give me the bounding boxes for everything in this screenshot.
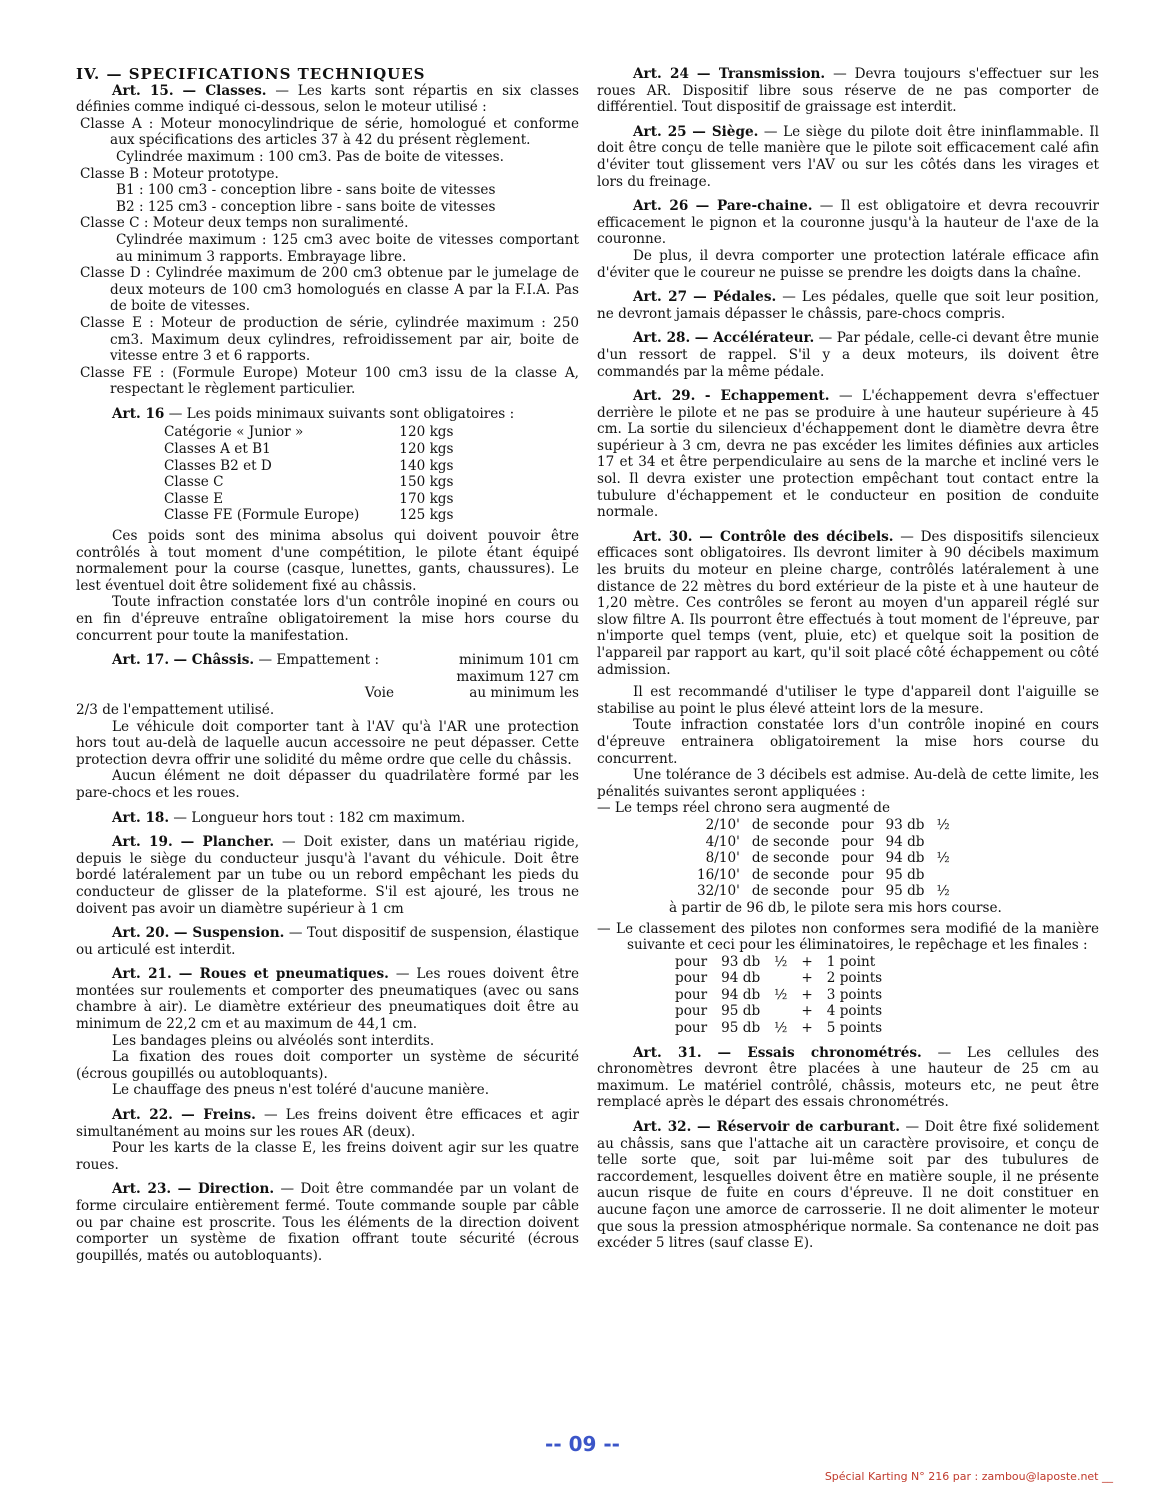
art27: Art. 27 — Pédales. — Les pédales, quelle que soit leur position, ne devront jamais dépasser le châssis, pare-chocs compris.: [597, 289, 1100, 322]
art22: Art. 22. — Freins. — Les freins doivent être efficaces et agir simultanément au moins sur les roues AR (deux).: [76, 1107, 579, 1140]
table-row: 2/10' de seconde pour 93 db ½: [705, 816, 950, 833]
art18: Art. 18. — Longueur hors tout : 182 cm maximum.: [112, 809, 466, 826]
art20: Art. 20. — Suspension. — Tout dispositif de suspension, élastique ou articulé est interdit.: [76, 925, 579, 958]
table-row: 16/10' de seconde pour 95 db: [697, 866, 925, 883]
class-b: Classe B : Moteur prototype.: [80, 165, 279, 182]
art19: Art. 19. — Plancher. — Doit exister, dans un matériau rigide, depuis le siège du conducteur jusqu'à l'avant du véhicule. Doit être bordé latéralement par un tube ou un rebord empêchant les pieds du conducteur de glisser de la plateforme. S'il est ajouré, les trous ne doivent pas avoir un diamètre supérieur à 1 cm: [76, 834, 580, 917]
art15-intro: Art. 15. — Classes. — Les karts sont répartis en six classes définies comme indiqué ci-dessous, selon le moteur utilisé :: [76, 82, 579, 116]
section-title: IV. — SPECIFICATIONS TECHNIQUES: [76, 65, 426, 83]
table-row: Classe FE (Formule Europe) 125 kgs: [164, 507, 454, 524]
page-number: -- 09 --: [545, 1432, 620, 1456]
table-row: pour 93 db ½ + 1 point: [675, 953, 876, 970]
art16-p2: Toute infraction constatée lors d'un contrôle inopiné en cours ou en fin d'épreuve entraîne obligatoirement la mise hors course du concurrent pour toute la manifestation.: [76, 594, 579, 644]
class-d: Classe D : Cylindrée maximum de 200 cm3 obtenue par le jumelage de deux moteurs de 100 cm3 homologués en classe A par la F.I.A. Pas de boite de vitesses.: [80, 265, 579, 315]
class-b1: B1 : 100 cm3 - conception libre - sans boite de vitesses: [116, 182, 496, 199]
art25: Art. 25 — Siège. — Le siège du pilote doit être ininflammable. Il doit être conçu de telle manière que le pilote soit efficacement calé afin d'éviter tout glissement vers l'AV ou sur les côtés dans les virages et lors du freinage.: [597, 123, 1100, 190]
table-row: 8/10' de seconde pour 94 db ½: [705, 850, 950, 867]
table-row: pour 94 db ½ + 3 points: [675, 986, 883, 1003]
left-column: IV. — SPECIFICATIONS TECHNIQUES Art. 15. — Classes. — Les karts sont répartis en six classes définies comme indiqué ci-dessous, selon le moteur utilisé : Classe A : Moteur monocylindrique de série, homologué et conforme aux spécifications des articles 37 à 42 du présent règlement. Cylindrée maximum : 100 cm3. Pas de boite de vitesses. Classe B : Moteur prototype. B1 : 100 cm3 - conception libre - sans boite de vitesses B2 : 125 cm3 - conception libre - sans boite de vitesses Classe C : Moteur deux temps non suralimenté. Cylindrée maximum : 125 cm3 avec boite de vitesses comportant au minimum 3 rapports. Embrayage libre. Classe D : Cylindrée maximum de 200 cm3 obtenue par le jumelage de deux moteurs de 100 cm3 homologués en classe A par la F.I.A. Pas de boite de vitesses. Classe E : Moteur de production de série, cylindrée maximum : 250 cm3. Maximum deux cylindres, refroidissement par air, boite de vitesse entre 3 et 6 rapports. Classe FE : (Formule Europe) Moteur 100 cm3 issu de la classe A, respectant le règlement particulier. Art. 16 — Les poids minimaux suivants sont obligatoires : Catégorie « Junior » 120 kgs Classes A et B1 120 kgs Classes B2 et D 140 kgs Classe C 150 kgs Classe E 170 kgs Classe FE (Formule Europe) 125 kgs Ces poids sont des minima absolus qui doivent pouvoir être contrôlés à tout moment d'une compétition, le pilote étant équipé normalement pour la course (casque, lunettes, gants, chaussures). Le lest éventuel doit être solidement fixé au châssis. Toute infraction constatée lors d'un contrôle inopiné en cours ou en fin d'épreuve entraîne obligatoirement la mise hors course du concurrent pour toute la manifestation. Art. 17. — Châssis. — Empattement : minimum 101 cm maximum 127 cm Voie au minimum les 2/3 de l'empattement utilisé. Le véhicule doit comporter tant à l'AV qu'à l'AR une protection hors tout au-delà de laquelle aucun accessoire ne peut dépasser. Cette protection devra offrir une solidité du même ordre que celle du châssis. Aucun élément ne doit dépasser du quadrilatère formé par les pare-chocs et les roues. Art. 18. — Longueur hors tout : 182 cm maximum. Art. 19. — Plancher. — Doit exister, dans un matériau rigide, depuis le siège du conducteur jusqu'à l'avant du véhicule. Doit être bordé latéralement par un tube ou un rebord empêchant les pieds du conducteur de glisser de la plateforme. S'il est ajouré, les trous ne doivent pas avoir un diamètre supérieur à 1 cm Art. 20. — Suspension. — Tout dispositif de suspension, élastique ou articulé est interdit. Art. 21. — Roues et pneumatiques. — Les roues doivent être montées sur roulements et comporter des pneumatiques (avec ou sans chambre à air). Le diamètre extérieur des pneumatiques doit être au minimum de 22,2 cm et au maximum de 44,1 cm. Les bandages pleins ou alvéolés sont interdits. La fixation des roues doit comporter un système de sécurité (écrous goupillés ou autobloquants). Le chauffage des pneus n'est toléré d'aucune manière. Art. 22. — Freins. — Les freins doivent être efficaces et agir simultanément au moins sur les roues AR (deux). Pour les karts de la classe E, les freins doivent agir sur les quatre roues. Art. 23. — Direction. — Doit être commandée par un volant de forme circulaire entièrement fermé. Toute commande souple par câble ou par chaine est proscrite. Tous les éléments de la direction doivent comporter un système de fixation offrant toute sécurité (écrous goupillés, matés ou autobloquants).: [76, 65, 580, 1264]
art17-chassis: Art. 17. — Châssis. — Empattement : minimum 101 cm maximum 127 cm Voie au minimum les 2/3 de l'empattement utilisé. Le véhicule doit comporter tant à l'AV qu'à l'AR une protection hors tout au-delà de laquelle aucun accessoire ne peut dépasser. Cette protection devra offrir une solidité du même ordre que celle du châssis. Aucun élément ne doit dépasser du quadrilatère formé par les pare-chocs et les roues.: [76, 652, 579, 801]
art21: Art. 21. — Roues et pneumatiques. — Les roues doivent être montées sur roulements et comporter des pneumatiques (avec ou sans chambre à air). Le diamètre extérieur des pneumatiques doit être au minimum de 22,2 cm et au maximum de 44,1 cm.: [76, 966, 580, 1033]
chrono-penalty-intro: — Le temps réel chrono sera augmenté de: [597, 800, 891, 817]
art31: Art. 31. — Essais chronométrés. — Les cellules des chronomètres devront être placées à une hauteur de 25 cm au maximum. Le matériel contrôlé, châssis, moteurs etc, ne peut être remplacé après le départ des essais chronométrés.: [597, 1044, 1100, 1111]
art26: Art. 26 — Pare-chaine. — Il est obligatoire et devra recouvrir efficacement le pignon et la couronne jusqu'à la hauteur de l'axe de la couronne.: [597, 198, 1100, 248]
class-c-sub: Cylindrée maximum : 125 cm3 avec boite de vitesses comportant au minimum 3 rapports. Embrayage libre.: [116, 231, 579, 265]
table-row: 4/10' de seconde pour 94 db: [705, 833, 925, 850]
points-penalty-table: [675, 954, 896, 1037]
table-row: Catégorie « Junior » 120 kgs: [164, 424, 454, 441]
weights-table: [164, 424, 453, 524]
right-column: Art. 24 — Transmission. — Devra toujours s'effectuer sur les roues AR. Dispositif libre sous réserve de ne pas comporter de différentiel. Tout dispositif de graissage est interdit. Art. 25 — Siège. — Le siège du pilote doit être ininflammable. Il doit être conçu de telle manière que le pilote soit efficacement calé afin d'éviter tout glissement vers l'AV ou sur les côtés dans les virages et lors du freinage. Art. 26 — Pare-chaine. — Il est obligatoire et devra recouvrir efficacement le pignon et la couronne jusqu'à la hauteur de l'axe de la couronne. De plus, il devra comporter une protection latérale efficace afin d'éviter que le coureur ne puisse se prendre les doigts dans la chaîne. Art. 27 — Pédales. — Les pédales, quelle que soit leur position, ne devront jamais dépasser le châssis, pare-chocs compris. Art. 28. — Accélérateur. — Par pédale, celle-ci devant être munie d'un ressort de rappel. S'il y a deux moteurs, ils doivent être commandés par la même pédale. Art. 29. - Echappement. — L'échappement devra s'effectuer derrière le pilote et ne pas se produire à une hauteur supérieure à 45 cm. La sortie du silencieux d'échappement dont le diamètre devra être supérieur à 3 cm, devra ne pas excéder les limites définies aux articles 17 et 34 et être perpendiculaire au sens de la marche et incliné vers le sol. Il devra exister une protection empêchant tout contact entre la tubulure d'échappement et le conducteur en position de conduite normale. Art. 30. — Contrôle des décibels. — Des dispositifs silencieux efficaces sont obligatoires. Ils devront limiter à 90 décibels maximum les bruits du moteur en pleine charge, contrôlés latéralement à une distance de 22 mètres du bord extérieur de la piste et à une hauteur de 1,20 mètre. Ces contrôles se feront au moyen d'un appareil réglé sur slow filtre A. Ils pourront être effectués à tout moment de l'épreuve, par n'importe quel temps (vent, pluie, etc) et quelque soit la position de l'appareil par rapport au kart, qu'il soit placé côté échappement ou côté admission. Il est recommandé d'utiliser le type d'appareil dont l'aiguille se stabilise au point le plus élevé atteint lors de la mesure. Toute infraction constatée lors d'un contrôle inopiné en cours d'épreuve entrainera obligatoirement la mise hors course du concurrent. Une tolérance de 3 décibels est admise. Au-delà de cette limite, les pénalités suivantes seront appliquées : — Le temps réel chrono sera augmenté de 2/10' de seconde pour 93 db ½ 4/10' de seconde pour 94 db 8/10' de seconde pour 94 db ½ 16/10' de seconde pour 95 db 32/10' de seconde pour 95 db ½ à partir de 96 db, le pilote sera mis hors course. — Le classement des pilotes non conformes sera modifié de la manière suivante et ceci pour les éliminatoires, le repêchage et les finales : pour 93 db ½ + 1 point pour 94 db + 2 points pour 94 db ½ + 3 points pour 95 db + 4 points pour 95 db ½ + 5 points Art. 31. — Essais chronométrés. — Les cellules des chronomètres devront être placées à une hauteur de 25 cm au maximum. Le matériel contrôlé, châssis, moteurs etc, ne peut être remplacé après le départ des essais chronométrés. Art. 32. — Réservoir de carburant. — Doit être fixé solidement au châssis, sans que l'attache ait un caractère provisoire, et conçu de telle sorte que, soit par lui-même soit par des tubulures de raccordement, lesquelles doivent être en matière souple, il ne présente aucun risque de fuite en cours d'épreuve. Il ne doit constituer en aucune façon une amorce de carrosserie. Il ne doit alimenter le moteur que sous la pression atmosphérique normale. Sa contenance ne doit pas excéder 5 litres (sauf classe E).: [597, 66, 1100, 1252]
art16-intro: Art. 16 — Les poids minimaux suivants sont obligatoires :: [112, 405, 515, 422]
art16-p1: Ces poids sont des minima absolus qui doivent pouvoir être contrôlés à tout moment d'une compétition, le pilote étant équipé normalement pour la course (casque, lunettes, gants, chaussures). Le lest éventuel doit être solidement fixé au châssis.: [76, 528, 579, 594]
art32: Art. 32. — Réservoir de carburant. — Doit être fixé solidement au châssis, sans que l'attache ait un caractère provisoire, et conçu de telle sorte que, soit par lui-même soit par des tubulures de raccordement, lesquelles doivent être en matière souple, il ne présente aucun risque de fuite en cours d'épreuve. Il ne doit constituer en aucune façon une amorce de carrosserie. Il ne doit alimenter le moteur que sous la pression atmosphérique normale. Sa contenance ne doit pas excéder 5 litres (sauf classe E).: [597, 1119, 1099, 1252]
footer-credit: Spécial Karting N° 216 par : zambou@laposte.net __: [824, 1470, 1113, 1483]
class-b2: B2 : 125 cm3 - conception libre - sans boite de vitesses: [116, 198, 496, 215]
table-row: 32/10' de seconde pour 95 db ½: [697, 883, 950, 900]
class-a: Classe A : Moteur monocylindrique de série, homologué et conforme aux spécifications des articles 37 à 42 du présent règlement.: [80, 115, 579, 149]
art30: Art. 30. — Contrôle des décibels. — Des dispositifs silencieux efficaces sont obligatoires. Ils devront limiter à 90 décibels maximum les bruits du moteur en pleine charge, contrôlés latéralement à une distance de 22 mètres du bord extérieur de la piste et à une hauteur de 1,20 mètre. Ces contrôles se feront au moyen d'un appareil réglé sur slow filtre A. Ils pourront être effectués à tout moment de l'épreuve, par n'importe quel temps (vent, pluie, etc) et quelque soit la position de l'appareil par rapport au kart, qu'il soit placé côté échappement ou côté admission.: [597, 528, 1099, 678]
table-row: pour 95 db ½ + 5 points: [675, 1020, 883, 1037]
class-fe: Classe FE : (Formule Europe) Moteur 100 cm3 issu de la classe A, respectant le règlement particulier.: [80, 364, 579, 398]
table-row: Classe C 150 kgs: [164, 474, 454, 491]
art23: Art. 23. — Direction. — Doit être commandée par un volant de forme circulaire entièrement fermé. Toute commande souple par câble ou par chaine est proscrite. Tous les éléments de la direction doivent comporter un système de fixation offrant toute sécurité (écrous goupillés, matés ou autobloquants).: [76, 1181, 580, 1264]
class-e: Classe E : Moteur de production de série, cylindrée maximum : 250 cm3. Maximum deux cylindres, refroidissement par air, boite de vitesse entre 3 et 6 rapports.: [80, 314, 579, 365]
table-row: pour 95 db + 4 points: [675, 1003, 883, 1020]
class-c: Classe C : Moteur deux temps non suralimenté.: [80, 215, 409, 232]
table-row: Classes A et B1 120 kgs: [164, 441, 454, 458]
table-row: Classes B2 et D 140 kgs: [164, 457, 454, 474]
chrono-penalty-end: à partir de 96 db, le pilote sera mis hors course.: [669, 899, 1002, 916]
chrono-penalty-table: [697, 817, 962, 900]
table-row: Classe E 170 kgs: [164, 490, 454, 507]
class-a-sub: Cylindrée maximum : 100 cm3. Pas de boite de vitesses.: [116, 148, 504, 165]
art28: Art. 28. — Accélérateur. — Par pédale, celle-ci devant être munie d'un ressort de rappel. S'il y a deux moteurs, ils doivent être commandés par la même pédale.: [597, 330, 1099, 380]
table-row: pour 94 db + 2 points: [675, 970, 883, 987]
classification-penalty-intro: — Le classement des pilotes non conformes sera modifié de la manière suivante et ceci pour les éliminatoires, le repêchage et les finales :: [597, 920, 1099, 954]
art29: Art. 29. - Echappement. — L'échappement devra s'effectuer derrière le pilote et ne pas se produire à une hauteur supérieure à 45 cm. La sortie du silencieux d'échappement dont le diamètre devra être supérieur à 3 cm, devra ne pas excéder les limites définies aux articles 17 et 34 et être perpendiculaire au sens de la marche et incliné vers le sol. Il devra exister une protection empêchant tout contact entre la tubulure d'échappement et le conducteur en position de conduite normale.: [597, 388, 1099, 521]
art24: Art. 24 — Transmission. — Devra toujours s'effectuer sur les roues AR. Dispositif libre sous réserve de ne pas comporter de différentiel. Tout dispositif de graissage est interdit.: [597, 66, 1099, 116]
